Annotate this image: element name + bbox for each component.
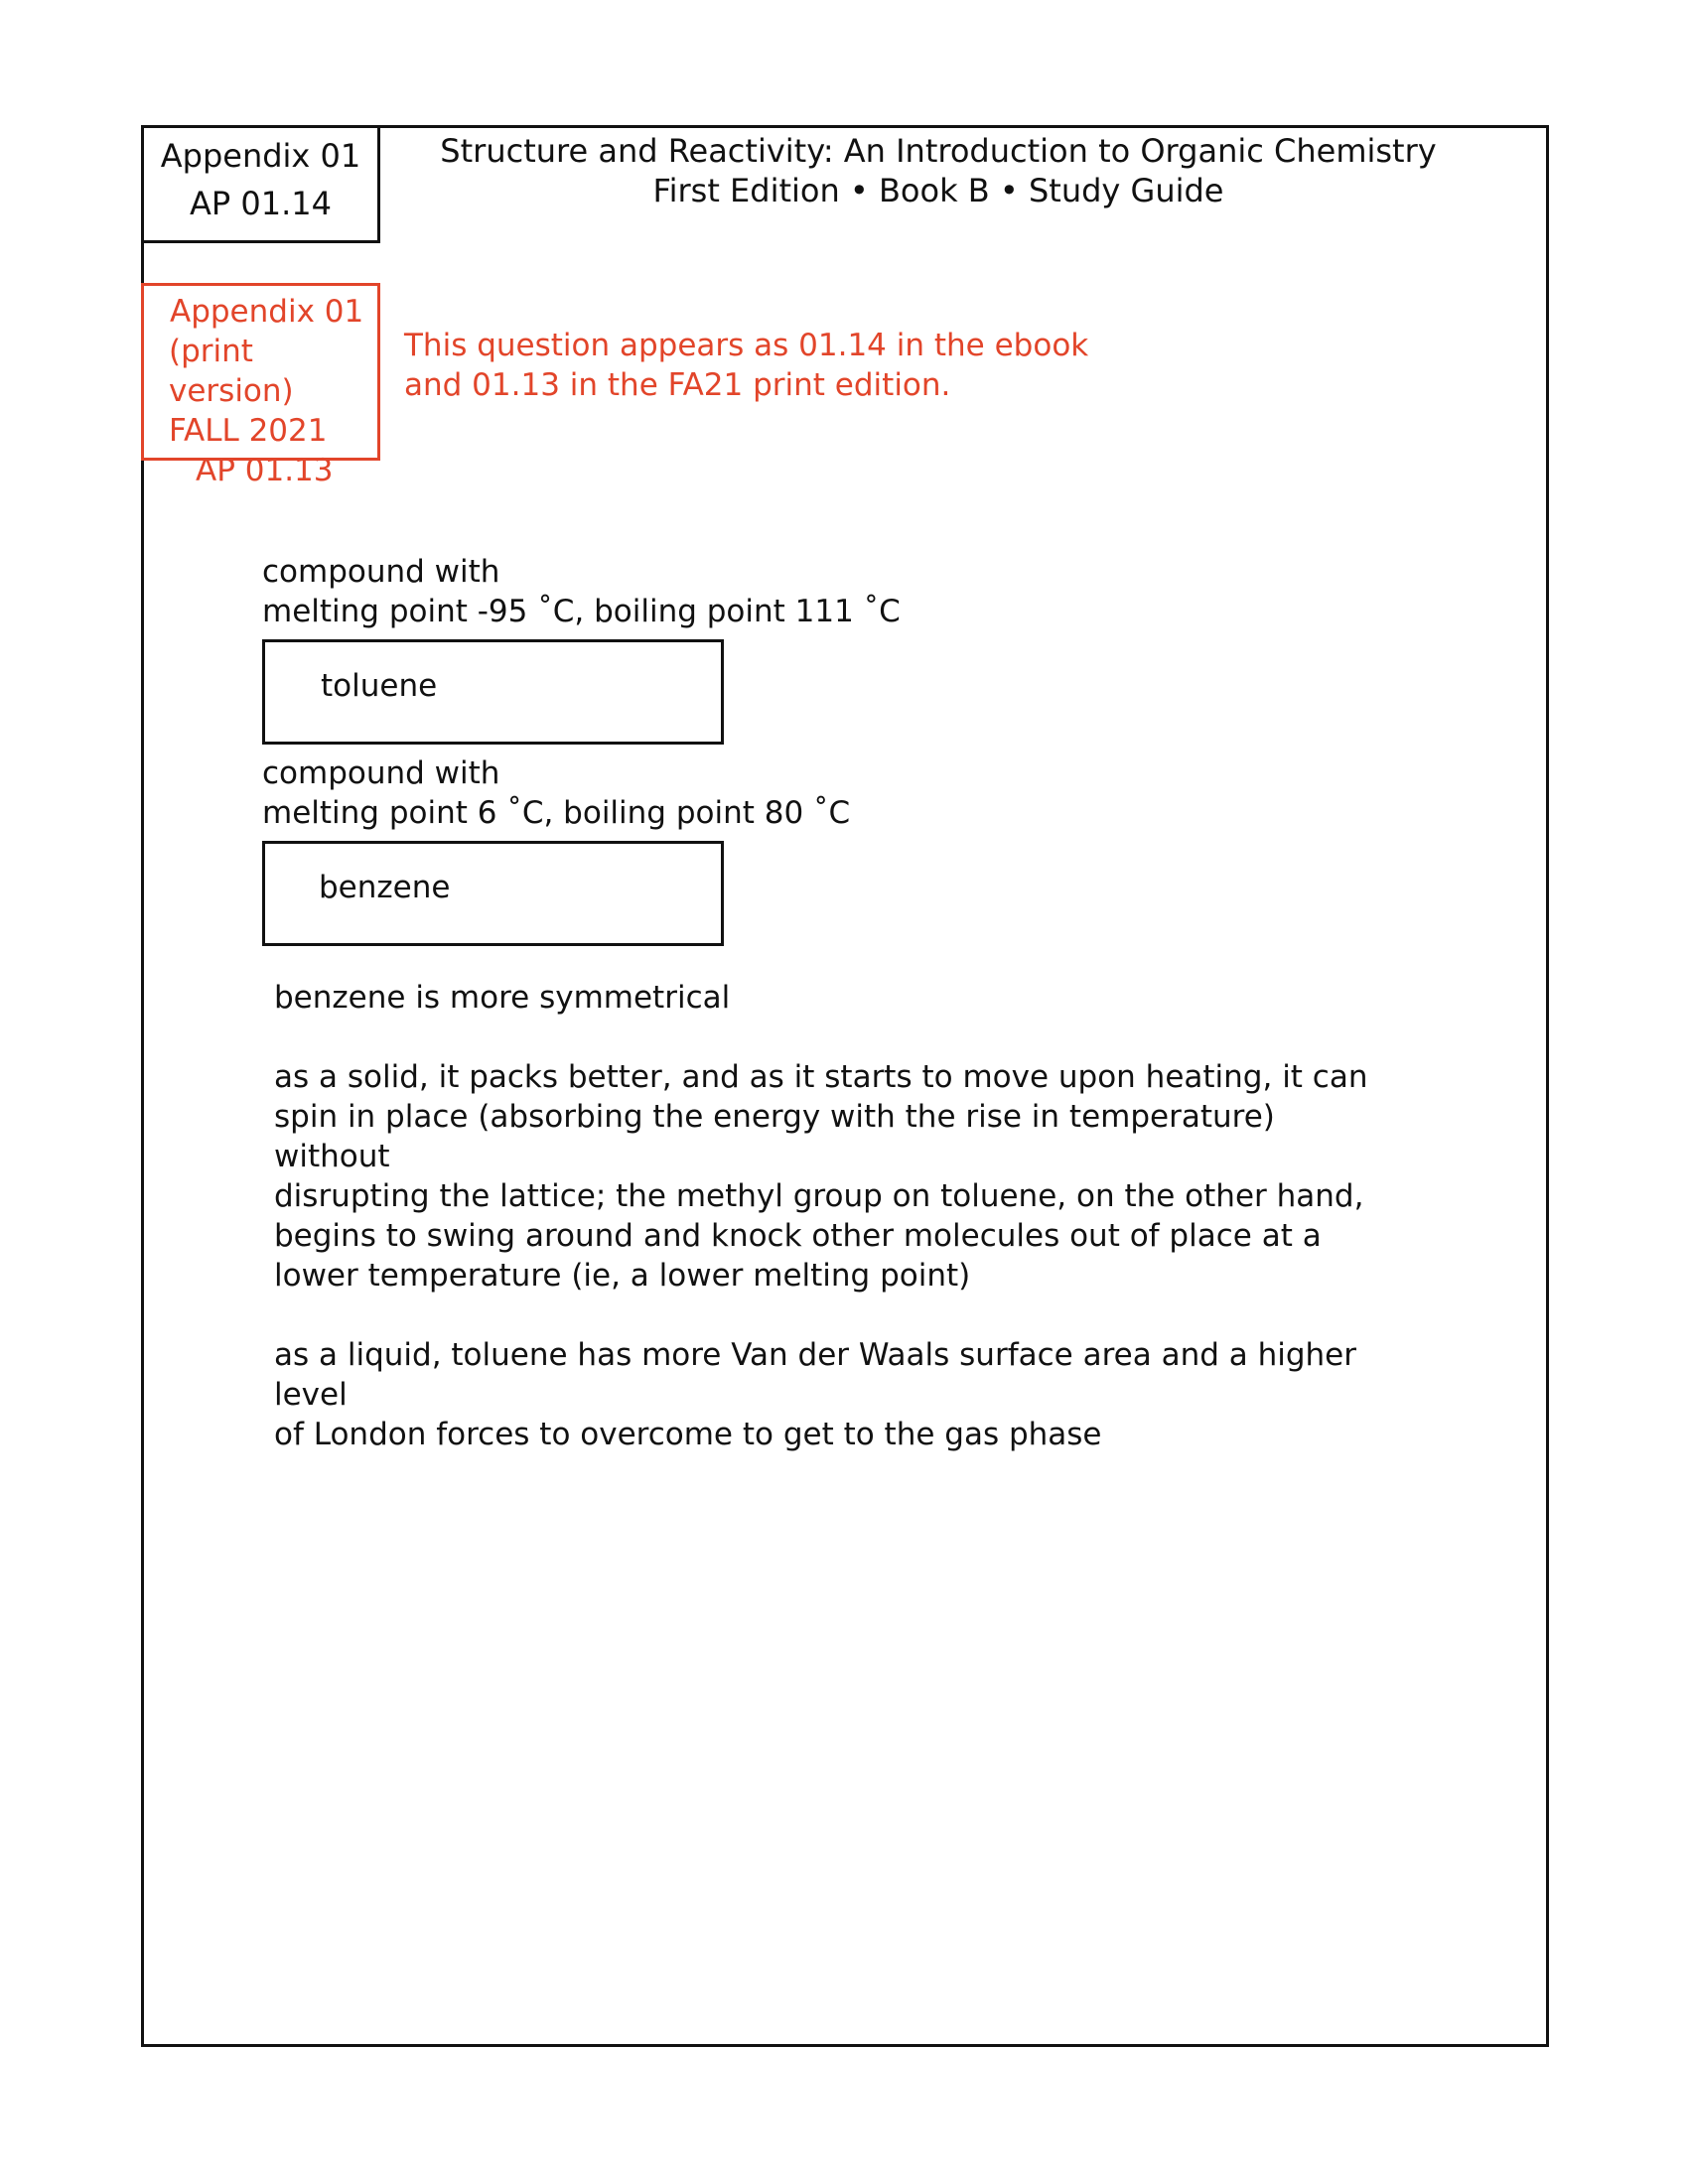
answer-box-1	[262, 639, 724, 745]
question-prompt-1	[262, 552, 901, 631]
question-prompt-line: compound with	[262, 755, 500, 791]
print-version-line: FALL 2021	[169, 413, 328, 449]
question-prompt-2	[262, 753, 850, 833]
explanation-line: spin in place (absorbing the energy with the rise in temperature) without	[274, 1099, 1275, 1174]
question-prompt-line: melting point 6 ˚C, boiling point 80 ˚C	[262, 795, 851, 831]
print-edition-note	[404, 326, 1088, 405]
explanation-paragraph	[274, 978, 1386, 1018]
print-version-line: Appendix 01	[170, 294, 364, 330]
explanation	[274, 978, 1386, 1494]
explanation-line: lower temperature (ie, a lower melting point)	[274, 1258, 971, 1294]
print-version-box	[141, 283, 380, 488]
question-prompt-line: compound with	[262, 554, 500, 590]
book-subtitle: First Edition • Book B • Study Guide	[652, 172, 1224, 209]
explanation-line: as a solid, it packs better, and as it starts to move upon heating, it can	[274, 1059, 1368, 1095]
print-note-line: This question appears as 01.14 in the ebook	[404, 328, 1089, 363]
answer-text: benzene	[319, 870, 451, 905]
book-title: Structure and Reactivity: An Introduction to Organic Chemistry	[440, 132, 1437, 170]
explanation-line: of London forces to overcome to get to the gas phase	[274, 1417, 1102, 1452]
question-prompt-line: melting point -95 ˚C, boiling point 111 ˚C	[262, 594, 901, 629]
print-version-line: AP 01.13	[196, 453, 334, 488]
appendix-label: Appendix 01	[160, 137, 361, 175]
explanation-line: benzene is more symmetrical	[274, 980, 731, 1016]
explanation-line: as a liquid, toluene has more Van der Waals surface area and a higher level	[274, 1337, 1356, 1413]
explanation-line: disrupting the lattice; the methyl group on toluene, on the other hand,	[274, 1178, 1364, 1214]
explanation-paragraph	[274, 1335, 1386, 1454]
explanation-paragraph	[274, 1057, 1386, 1296]
appendix-code: AP 01.14	[190, 185, 332, 222]
appendix-label-box	[141, 125, 380, 243]
answer-text: toluene	[321, 668, 438, 704]
answer-box-2	[262, 841, 724, 946]
explanation-line: begins to swing around and knock other molecules out of place at a	[274, 1218, 1322, 1254]
print-note-line: and 01.13 in the FA21 print edition.	[404, 367, 951, 403]
print-version-line: (print version)	[169, 334, 294, 409]
book-header	[377, 131, 1499, 210]
